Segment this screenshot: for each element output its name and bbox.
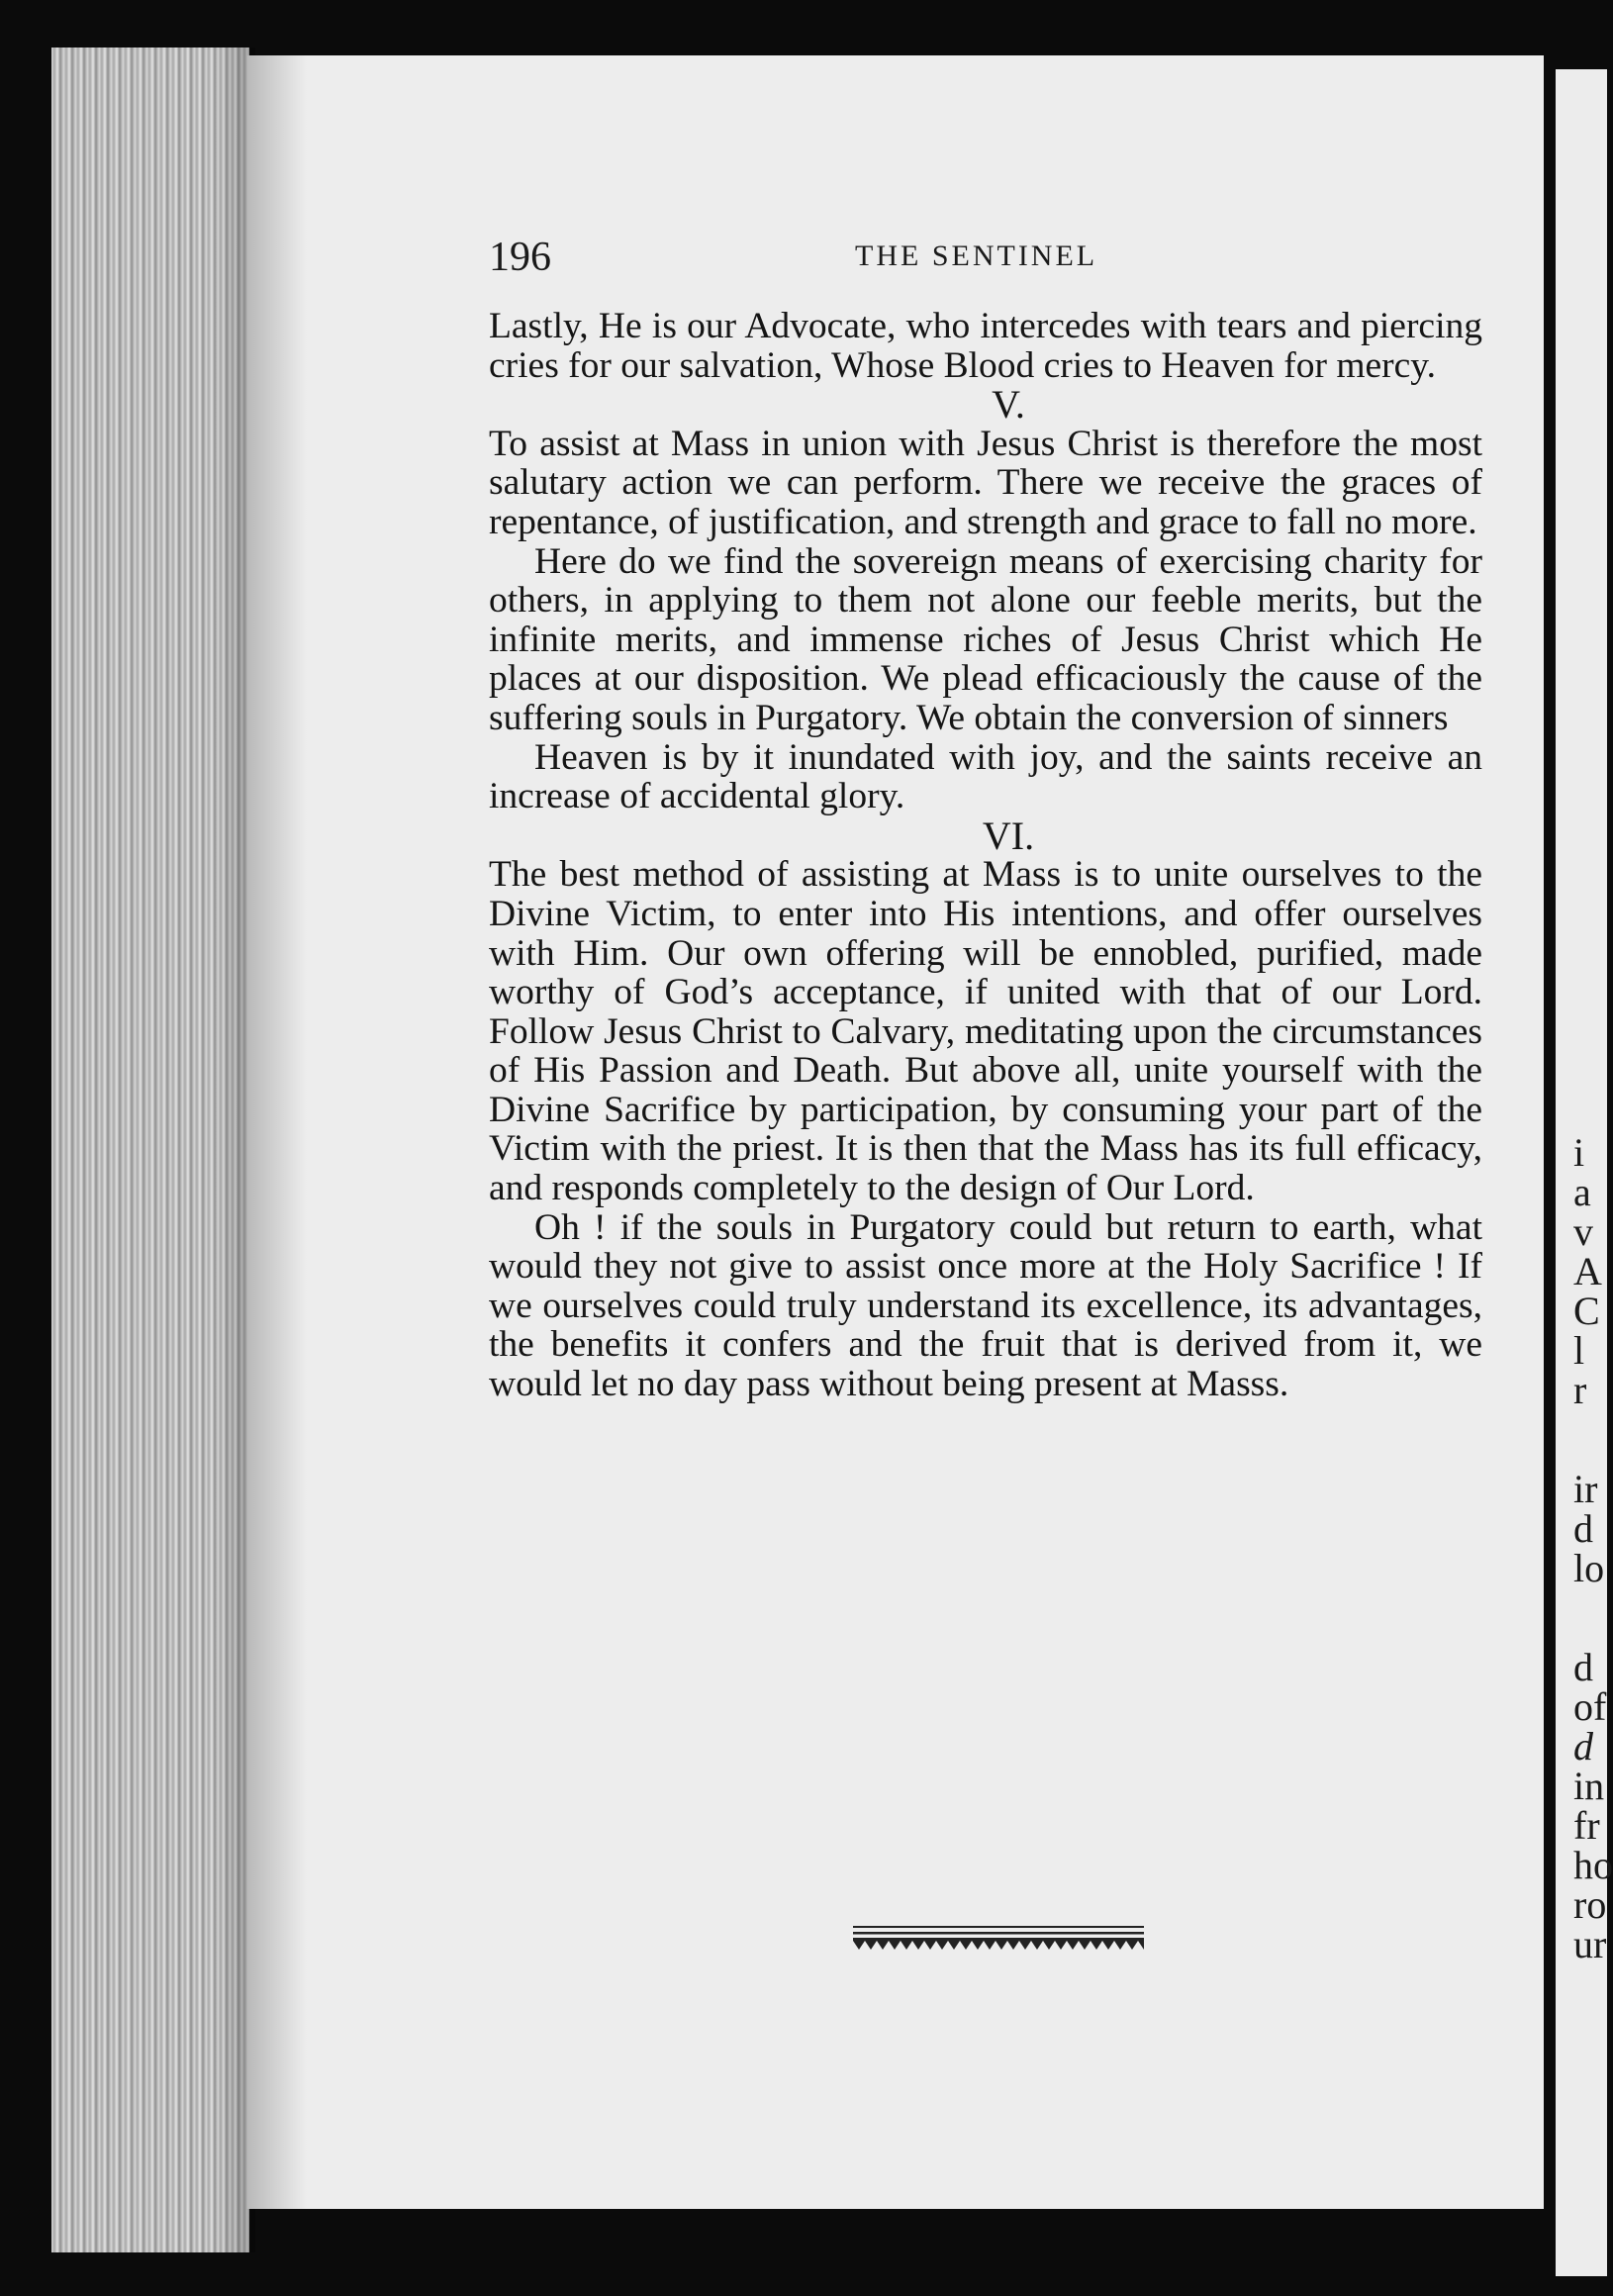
- intro-paragraph: Lastly, He is our Advocate, who intercedes with tears and piercing cries for our salvation, Whose Blood cries to Heaven for mercy.: [489, 306, 1482, 386]
- facing-fragment: v: [1573, 1209, 1593, 1254]
- paragraph: Oh ! if the souls in Purgatory could but return to earth, what would they not give to assist once more at the Holy Sacrifice ! If we ourselves could truly understand its excellence, its advantages, the benefits it confers and the fruit that is derived from it, we would let no day pass without being present at Masss.: [489, 1206, 1482, 1405]
- facing-fragment: ur: [1573, 1922, 1607, 1966]
- section-heading-vi: VI.: [982, 813, 1035, 858]
- facing-fragment: ro: [1573, 1882, 1607, 1927]
- facing-fragment: i: [1573, 1130, 1585, 1175]
- facing-fragment: fr: [1573, 1803, 1600, 1848]
- section-heading-v: V.: [992, 382, 1025, 428]
- paragraph: To assist at Mass in union with Jesus Christ is therefore the most salutary action we can perform. There we receive the graces of repentance, of justification, and strength and grace to fall no more.: [489, 423, 1482, 542]
- paragraph: Here do we find the sovereign means of exercising charity for others, in applying to them not alone our feeble merits, but the infinite merits, and immense riches of Jesus Christ which He places at our disposition. We plead efficaciously the cause of the suffering souls in Purgatory. We obtain the conversion of sinners: [489, 540, 1482, 738]
- facing-fragment: r: [1573, 1368, 1587, 1412]
- paragraph: Heaven is by it inundated with joy, and the saints receive an increase of accidental glory.: [489, 736, 1482, 817]
- facing-fragment: C: [1573, 1289, 1600, 1333]
- facing-fragment: ir: [1573, 1467, 1598, 1511]
- facing-fragment: l: [1573, 1328, 1585, 1373]
- facing-page-text: [1573, 0, 1613, 2296]
- paragraph: The best method of assisting at Mass is to unite ourselves to the Divine Victim, to enter into His intentions, and offer ourselves with Him. Our own offering will be ennobled, purified, made worthy of God’s acceptance, if united with that of our Lord. Follow Jesus Christ to Calvary, meditating upon the circumstances of His Passion and Death. But above all, unite yourself with the Divine Sacrifice by participation, by consuming your part of the Victim with the priest. It is then that the Mass has its full efficacy, and responds completely to the design of Our Lord.: [489, 854, 1482, 1209]
- page-number: 196: [489, 235, 551, 280]
- end-ornament: [853, 1926, 1144, 1952]
- facing-fragment: a: [1573, 1170, 1591, 1214]
- page-body: [489, 307, 1482, 1404]
- facing-fragment: lo: [1573, 1546, 1605, 1590]
- running-title: THE SENTINEL: [855, 239, 1098, 272]
- facing-fragment: d: [1573, 1645, 1593, 1689]
- facing-fragment: ho: [1573, 1843, 1613, 1887]
- facing-fragment: of: [1573, 1684, 1607, 1729]
- facing-fragment: A: [1573, 1249, 1602, 1293]
- page-inner-shadow: [247, 55, 307, 2209]
- facing-fragment: d: [1573, 1724, 1593, 1769]
- facing-fragment: in: [1573, 1764, 1605, 1808]
- facing-fragment: d: [1573, 1506, 1593, 1551]
- page-header: [489, 234, 1478, 283]
